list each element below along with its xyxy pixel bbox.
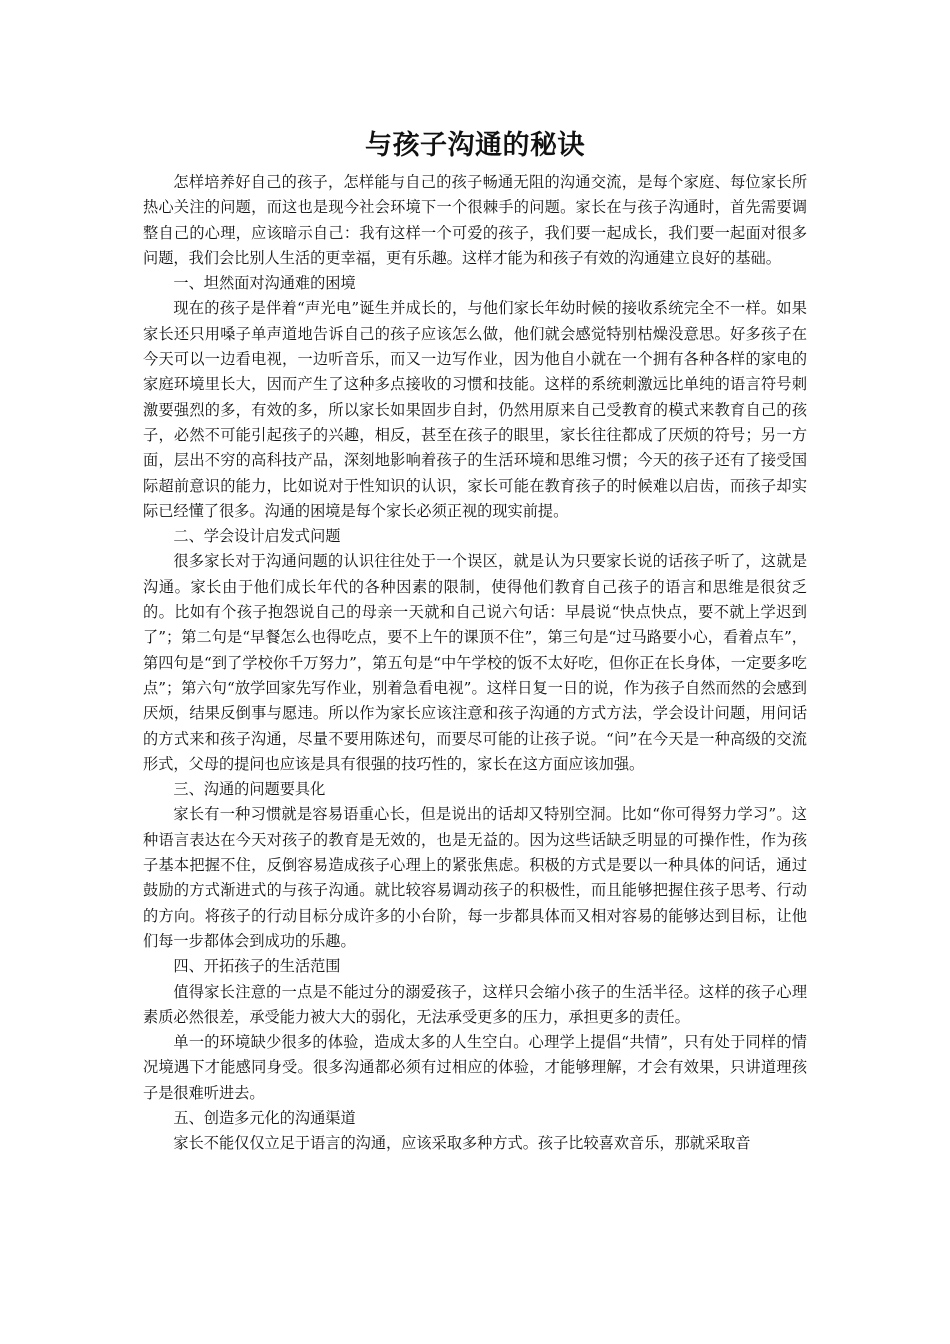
section-heading-4: 四、开拓孩子的生活范围 [173, 957, 341, 976]
paragraph-section-1: 现在的孩子是伴着“声光电”诞生并成长的，与他们家长年幼时候的接收系统完全不一样。如果家长还只用嗓子单声道地告诉自己的孩子应该怎么做，他们就会感觉特别枯燥没意思。好多孩子在今天可以一边看电视，一边听音乐，而又一边写作业，因为他自小就在一个拥有各种各样的家电的家庭环境里长大，因而产生了这种多点接收的习惯和技能。这样的系统刺激远比单纯的语言符号刺激要强烈的多，有效的多，所以家长如果固步自封，仍然用原来自己受教育的模式来教育自己的孩子，必然不可能引起孩子的兴趣，相反，甚至在孩子的眼里，家长往往都成了厌烦的符号；另一方面，层出不穷的高科技产品，深刻地影响着孩子的生活环境和思维习惯；今天的孩子还有了接受国际超前意识的能力，比如说对于性知识的认识，家长可能在教育孩子的时候难以启齿，而孩子却实际已经懂了很多。沟通的困境是每个家长必须正视的现实前提。 [143, 299, 807, 520]
section-heading-1: 一、坦然面对沟通难的困境 [173, 274, 356, 293]
paragraph-section-4b: 单一的环境缺少很多的体验，造成太多的人生空白。心理学上提倡“共情”，只有处于同样的情况境遇下才能感同身受。很多沟通都必须有过相应的体验，才能够理解，才会有效果，只讲道理孩子是很难听进去。 [143, 1033, 807, 1102]
paragraph-section-3: 家长有一种习惯就是容易语重心长，但是说出的话却又特别空洞。比如“你可得努力学习”。这种语言表达在今天对孩子的教育是无效的，也是无益的。因为这些话缺乏明显的可操作性，作为孩子基本把握不住，反倒容易造成孩子心理上的紧张焦虑。积极的方式是要以一种具体的问话，通过鼓励的方式渐进式的与孩子沟通。就比较容易调动孩子的积极性，而且能够把握住孩子思考、行动的方向。将孩子的行动目标分成许多的小台阶，每一步都具体而又相对容易的能够达到目标，让他们每一步都体会到成功的乐趣。 [143, 805, 807, 950]
section-heading-5: 五、创造多元化的沟通渠道 [173, 1108, 356, 1127]
paragraph-section-5: 家长不能仅仅立足于语言的沟通，应该采取多种方式。孩子比较喜欢音乐，那就采取音 [173, 1134, 751, 1153]
document-title: 与孩子沟通的秘诀 [365, 130, 585, 161]
section-heading-2: 二、学会设计启发式问题 [173, 527, 341, 546]
paragraph-section-2: 很多家长对于沟通问题的认识往往处于一个误区，就是认为只要家长说的话孩子听了，这就是沟通。家长由于他们成长年代的各种因素的限制，使得他们教育自己孩子的语言和思维是很贫乏的。比如有个孩子抱怨说自己的母亲一天就和自己说六句话：早晨说“快点快点，要不就上学迟到了”；第二句是“早餐怎么也得吃点，要不上午的课顶不住”，第三句是“过马路要小心，看着点车”，第四句是“到了学校你千万努力”，第五句是“中午学校的饭不太好吃，但你正在长身体，一定要多吃点”；第六句“放学回家先写作业，别着急看电视”。这样日复一日的说，作为孩子自然而然的会感到厌烦，结果反倒事与愿违。所以作为家长应该注意和孩子沟通的方式方法，学会设计问题，用问话的方式来和孩子沟通，尽量不要用陈述句，而要尽可能的让孩子说。“问”在今天是一种高级的交流形式，父母的提问也应该是具有很强的技巧性的，家长在这方面应该加强。 [143, 552, 807, 773]
document-page [143, 128, 807, 1157]
section-heading-3: 三、沟通的问题要具化 [173, 780, 326, 799]
paragraph-section-4a: 值得家长注意的一点是不能过分的溺爱孩子，这样只会缩小孩子的生活半径。这样的孩子心理素质必然很差，承受能力被大大的弱化，无法承受更多的压力，承担更多的责任。 [143, 982, 807, 1026]
paragraph-intro: 怎样培养好自己的孩子，怎样能与自己的孩子畅通无阻的沟通交流，是每个家庭、每位家长所热心关注的问题，而这也是现今社会环境下一个很棘手的问题。家长在与孩子沟通时，首先需要调整自己的心理，应该暗示自己：我有这样一个可爱的孩子，我们要一起成长，我们要一起面对很多问题，我们会比别人生活的更幸福，更有乐趣。这样才能为和孩子有效的沟通建立良好的基础。 [143, 173, 807, 267]
